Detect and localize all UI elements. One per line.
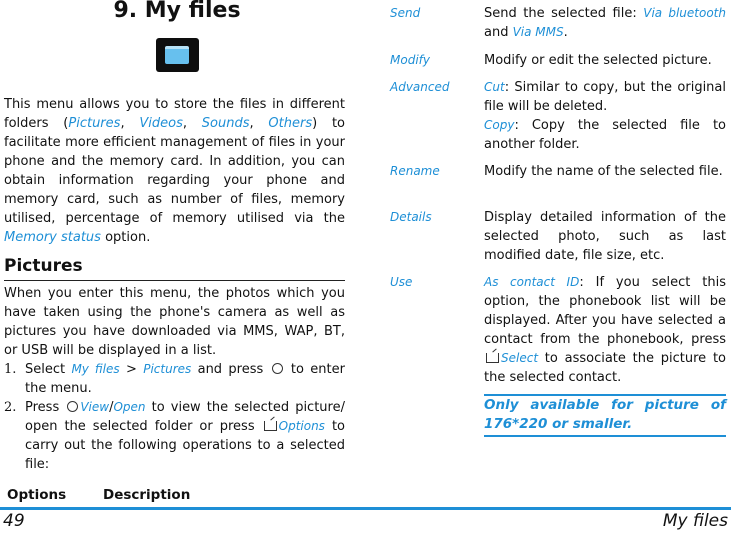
- note-box: Only available for picture of 176*220 or smaller.: [484, 394, 726, 437]
- ok-key-icon: [272, 363, 283, 374]
- softkey-icon: [486, 353, 499, 363]
- options-column-header: Options: [7, 487, 67, 503]
- steps-list: [4, 360, 345, 474]
- table-row: Use As contact ID: If you select this option, the phonebook list will be displayed. After you have selected a contact from the phonebook, press Select to associate the picture to the selected contact.: [390, 275, 726, 385]
- right-column: [390, 0, 726, 437]
- table-row: Send Send the selected file: Via bluetooth and Via MMS.: [390, 6, 726, 40]
- intro-paragraph: This menu allows you to store the files in different folders (Pictures, Videos, Sounds, Others) to facilitate more efficient management of files in your phone and the memory card. In addition, you can obtain information regarding your phone and memory card, such as number of files, memory utilised, percentage of memory utilised via the Memory status option.: [4, 97, 346, 245]
- table-header: [4, 487, 345, 503]
- table-row: Rename Modify the name of the selected file.: [390, 164, 723, 179]
- memory-status-link: Memory status: [4, 230, 101, 245]
- table-row: Details Display detailed information of the selected photo, such as last modified date, file size, etc.: [390, 210, 726, 263]
- softkey-icon: [264, 421, 277, 431]
- page-title: 9. My files: [113, 0, 241, 23]
- videos-link: Videos: [139, 116, 183, 131]
- chapter-title: My files: [662, 511, 728, 531]
- pictures-paragraph: When you enter this menu, the photos which you have taken using the phone's camera as well as pictures you have downloaded via MMS, WAP, BT, or USB will be displayed in a list.: [4, 286, 345, 358]
- table-row: Modify Modify or edit the selected picture.: [390, 53, 712, 68]
- sounds-link: Sounds: [201, 116, 250, 131]
- pictures-heading: Pictures: [4, 256, 345, 281]
- page-number: 49: [3, 511, 25, 531]
- pictures-link: Pictures: [68, 116, 121, 131]
- folder-icon: [156, 38, 199, 72]
- footer-divider: [0, 507, 731, 510]
- table-row: Advanced Cut: Similar to copy, but the original file will be deleted. Copy: Copy the selected file to another folder.: [390, 80, 726, 152]
- left-column: [4, 0, 345, 503]
- ok-key-icon: [67, 401, 78, 412]
- step-1: 1. Select My files > Pictures and press to enter the menu.: [4, 362, 345, 396]
- description-column-header: Description: [103, 487, 191, 503]
- step-2: 2. Press View/Open to view the selected picture/ open the selected folder or press Options to carry out the following operations to a selected file:: [4, 400, 346, 472]
- others-link: Others: [268, 116, 313, 131]
